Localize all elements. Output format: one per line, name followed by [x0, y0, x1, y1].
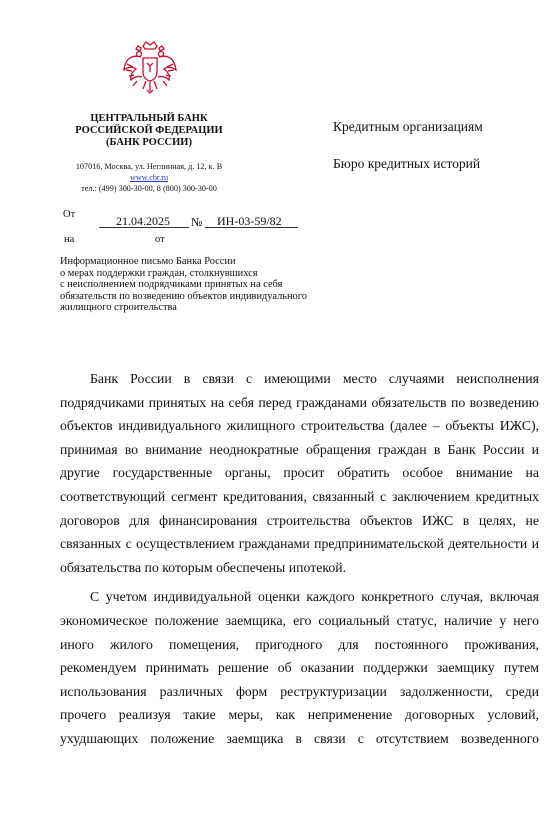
subject-line: Информационное письмо Банка России: [60, 256, 236, 267]
website-link[interactable]: www.cbr.ru: [129, 173, 169, 182]
issuer-contacts: [60, 161, 238, 194]
on-label: на: [64, 234, 75, 245]
subject-line: о мерах поддержки граждан, столкнувшихся: [60, 267, 258, 279]
recipient-credit-bureaus: Бюро кредитных историй: [333, 156, 481, 171]
letter-subject: [60, 256, 340, 314]
org-name-line3: (БАНК РОССИИ): [106, 137, 192, 148]
issuer-block: [60, 113, 238, 149]
registration-date: 21.04.2025: [116, 214, 170, 228]
recipients-block: [333, 118, 483, 192]
from2-label: от: [155, 234, 165, 245]
letter-body: [60, 367, 539, 757]
org-name-line2: РОССИЙСКОЙ ФЕДЕРАЦИИ: [75, 125, 223, 136]
body-paragraph-1: Банк России в связи с имеющими место случаями неисполнения подрядчиками принятых на себя перед гражданами обязательств по возведению объектов индивидуального жилищного строительства (далее – объекты ИЖС), принимая во внимание неоднократные обращения граждан в Банк России и другие государственные органы, просит обратить особое внимание на соответствующий сегмент кредитования, связанный с заключением кредитных договоров для финансирования строительства объектов ИЖС в целях, не связанных с осуществлением гражданами предпринимательской деятельности и обязательства по которым обеспечены ипотекой.: [60, 371, 539, 575]
recipient-credit-orgs: Кредитным организациям: [333, 119, 483, 134]
from-label: От: [63, 209, 76, 220]
issuer-address: 107016, Москва, ул. Неглинная, д. 12, к. В: [75, 162, 223, 171]
subject-line: жилищного строительства: [60, 302, 177, 314]
number-sign: №: [191, 215, 203, 229]
issuer-phones: тел.: (499) 300-30-00, 8 (800) 300-30-00: [81, 184, 217, 193]
registration-number: ИН-03-59/82: [217, 214, 282, 228]
subject-line: обязательств по возведению объектов индивидуального: [60, 290, 307, 302]
org-name-line1: ЦЕНТРАЛЬНЫЙ БАНК: [90, 113, 208, 124]
coat-of-arms-icon: [119, 36, 181, 98]
body-paragraph-2: С учетом индивидуальной оценки каждого конкретного случая, включая экономическое положение заемщика, его социальный статус, наличие у него иного жилого помещения, пригодного для постоянного проживания, рекомендуем принимать решение об оказании поддержки заемщику путем использования различных форм реструктуризации задолженности, среди прочего реализуя такие меры, как неприменение договорных условий, ухудшающих положение заемщика в связи с отсутствием возведенного: [60, 589, 539, 746]
subject-line: с неисполнением подрядчиками принятых на себя: [60, 279, 283, 291]
